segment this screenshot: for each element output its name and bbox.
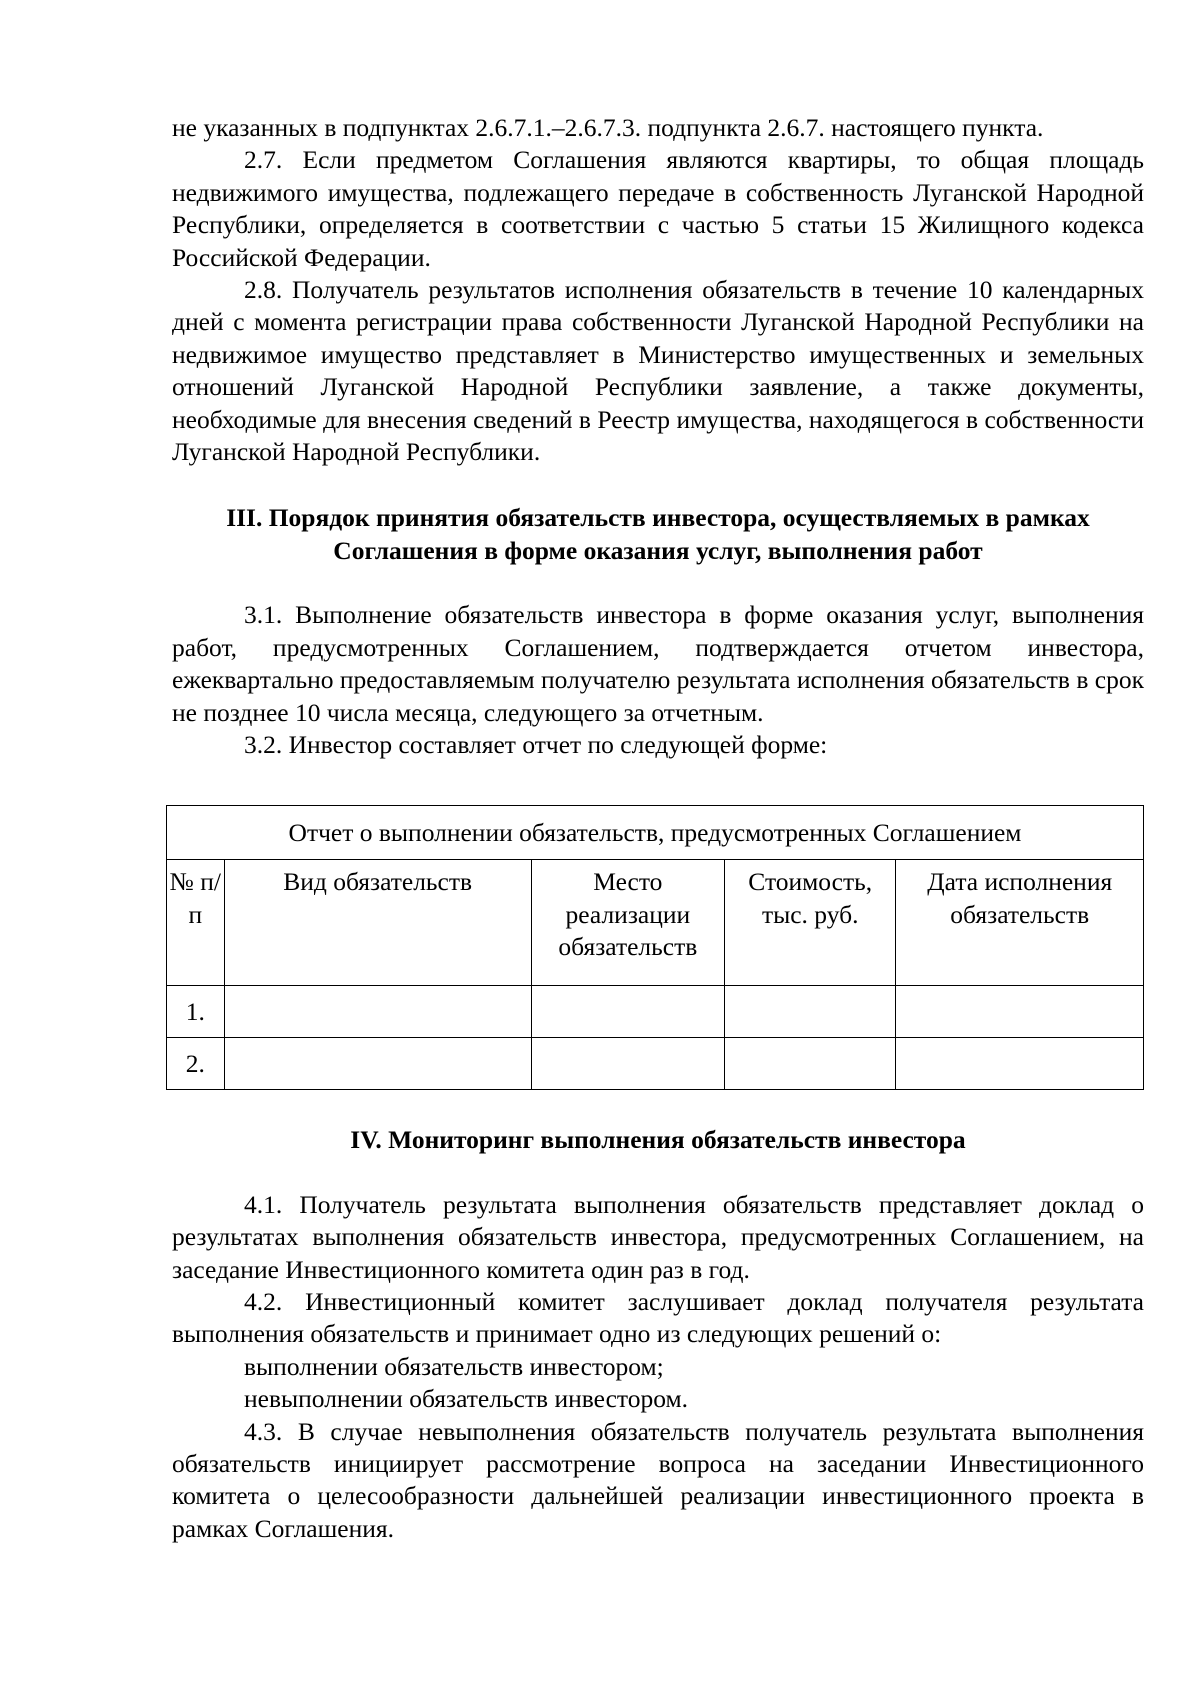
paragraph-continuation: не указанных в подпунктах 2.6.7.1.–2.6.7.3. подпункта 2.6.7. настоящего пункта. (172, 113, 1044, 142)
paragraph-4-2-option-2: невыполнении обязательств инвестором. (244, 1384, 688, 1414)
table-cell: 1. (167, 986, 225, 1038)
table-cell (896, 986, 1144, 1038)
paragraph-3-2: 3.2. Инвестор составляет отчет по следующей форме: (244, 729, 828, 759)
paragraph-2-7: 2.7. Если предметом Соглашения являются квартиры, то общая площадь недвижимого имущества, подлежащего передаче в собственность Луганской Народной Республики, определяется в соответствии с частью 5 статьи 15 Жилищного кодекса Российской Федерации. (172, 145, 1144, 272)
paragraph-3-1: 3.1. Выполнение обязательств инвестора в форме оказания услуг, выполнения работ, предусмотренных Соглашением, подтверждается отчетом инвестора, ежеквартально предоставляемым получателю результата исполнения обязательств в срок не позднее 10 числа месяца, следующего за отчетным. (172, 600, 1144, 727)
paragraph-2-8: 2.8. Получатель результатов исполнения обязательств в течение 10 календарных дней с момента регистрации права собственности Луганской Народной Республики на недвижимое имущество представляет в Министерство имущественных и земельных отношений Луганской Народной Республики заявление, а также документы, необходимые для внесения сведений в Реестр имущества, находящегося в собственности Луганской Народной Республики. (172, 275, 1144, 467)
column-header-date: Дата исполнения обязательств (896, 860, 1144, 986)
paragraph-4-2: 4.2. Инвестиционный комитет заслушивает доклад получателя результата выполнения обязательств и принимает одно из следующих решений о: (172, 1286, 1144, 1349)
section-4-heading: IV. Мониторинг выполнения обязательств инвестора (350, 1125, 966, 1155)
report-table (166, 805, 1144, 1090)
section-3-heading (172, 502, 1144, 567)
table-cell (224, 986, 531, 1038)
column-header-place: Место реализации обязательств (531, 860, 724, 986)
section-3-heading-line1: III. Порядок принятия обязательств инвестора, осуществляемых в рамках (226, 503, 1090, 533)
table-caption: Отчет о выполнении обязательств, предусмотренных Соглашением (167, 806, 1144, 860)
table-cell (724, 1038, 896, 1090)
table-cell (724, 986, 896, 1038)
table-cell (896, 1038, 1144, 1090)
column-header-cost: Стоимость, тыс. руб. (724, 860, 896, 986)
paragraph-4-2-option-1: выполнении обязательств инвестором; (244, 1351, 664, 1381)
document-page (169, 112, 1144, 1545)
table-cell (224, 1038, 531, 1090)
table-cell (531, 986, 724, 1038)
paragraph-4-3: 4.3. В случае невыполнения обязательств получатель результата выполнения обязательств инициирует рассмотрение вопроса на заседании Инвестиционного комитета о целесообразности дальнейшей реализации инвестиционного проекта в рамках Соглашения. (172, 1416, 1144, 1543)
section-3-heading-line2: Соглашения в форме оказания услуг, выполнения работ (333, 535, 983, 565)
table-row (167, 986, 1144, 1038)
paragraph-4-1: 4.1. Получатель результата выполнения обязательств представляет доклад о результатах выполнения обязательств инвестора, предусмотренных Соглашением, на заседание Инвестиционного комитета один раз в год. (172, 1189, 1144, 1284)
table-cell (531, 1038, 724, 1090)
table-row (167, 1038, 1144, 1090)
table-cell: 2. (167, 1038, 225, 1090)
column-header-type: Вид обязательств (224, 860, 531, 986)
column-header-number: № п/п (167, 860, 225, 986)
